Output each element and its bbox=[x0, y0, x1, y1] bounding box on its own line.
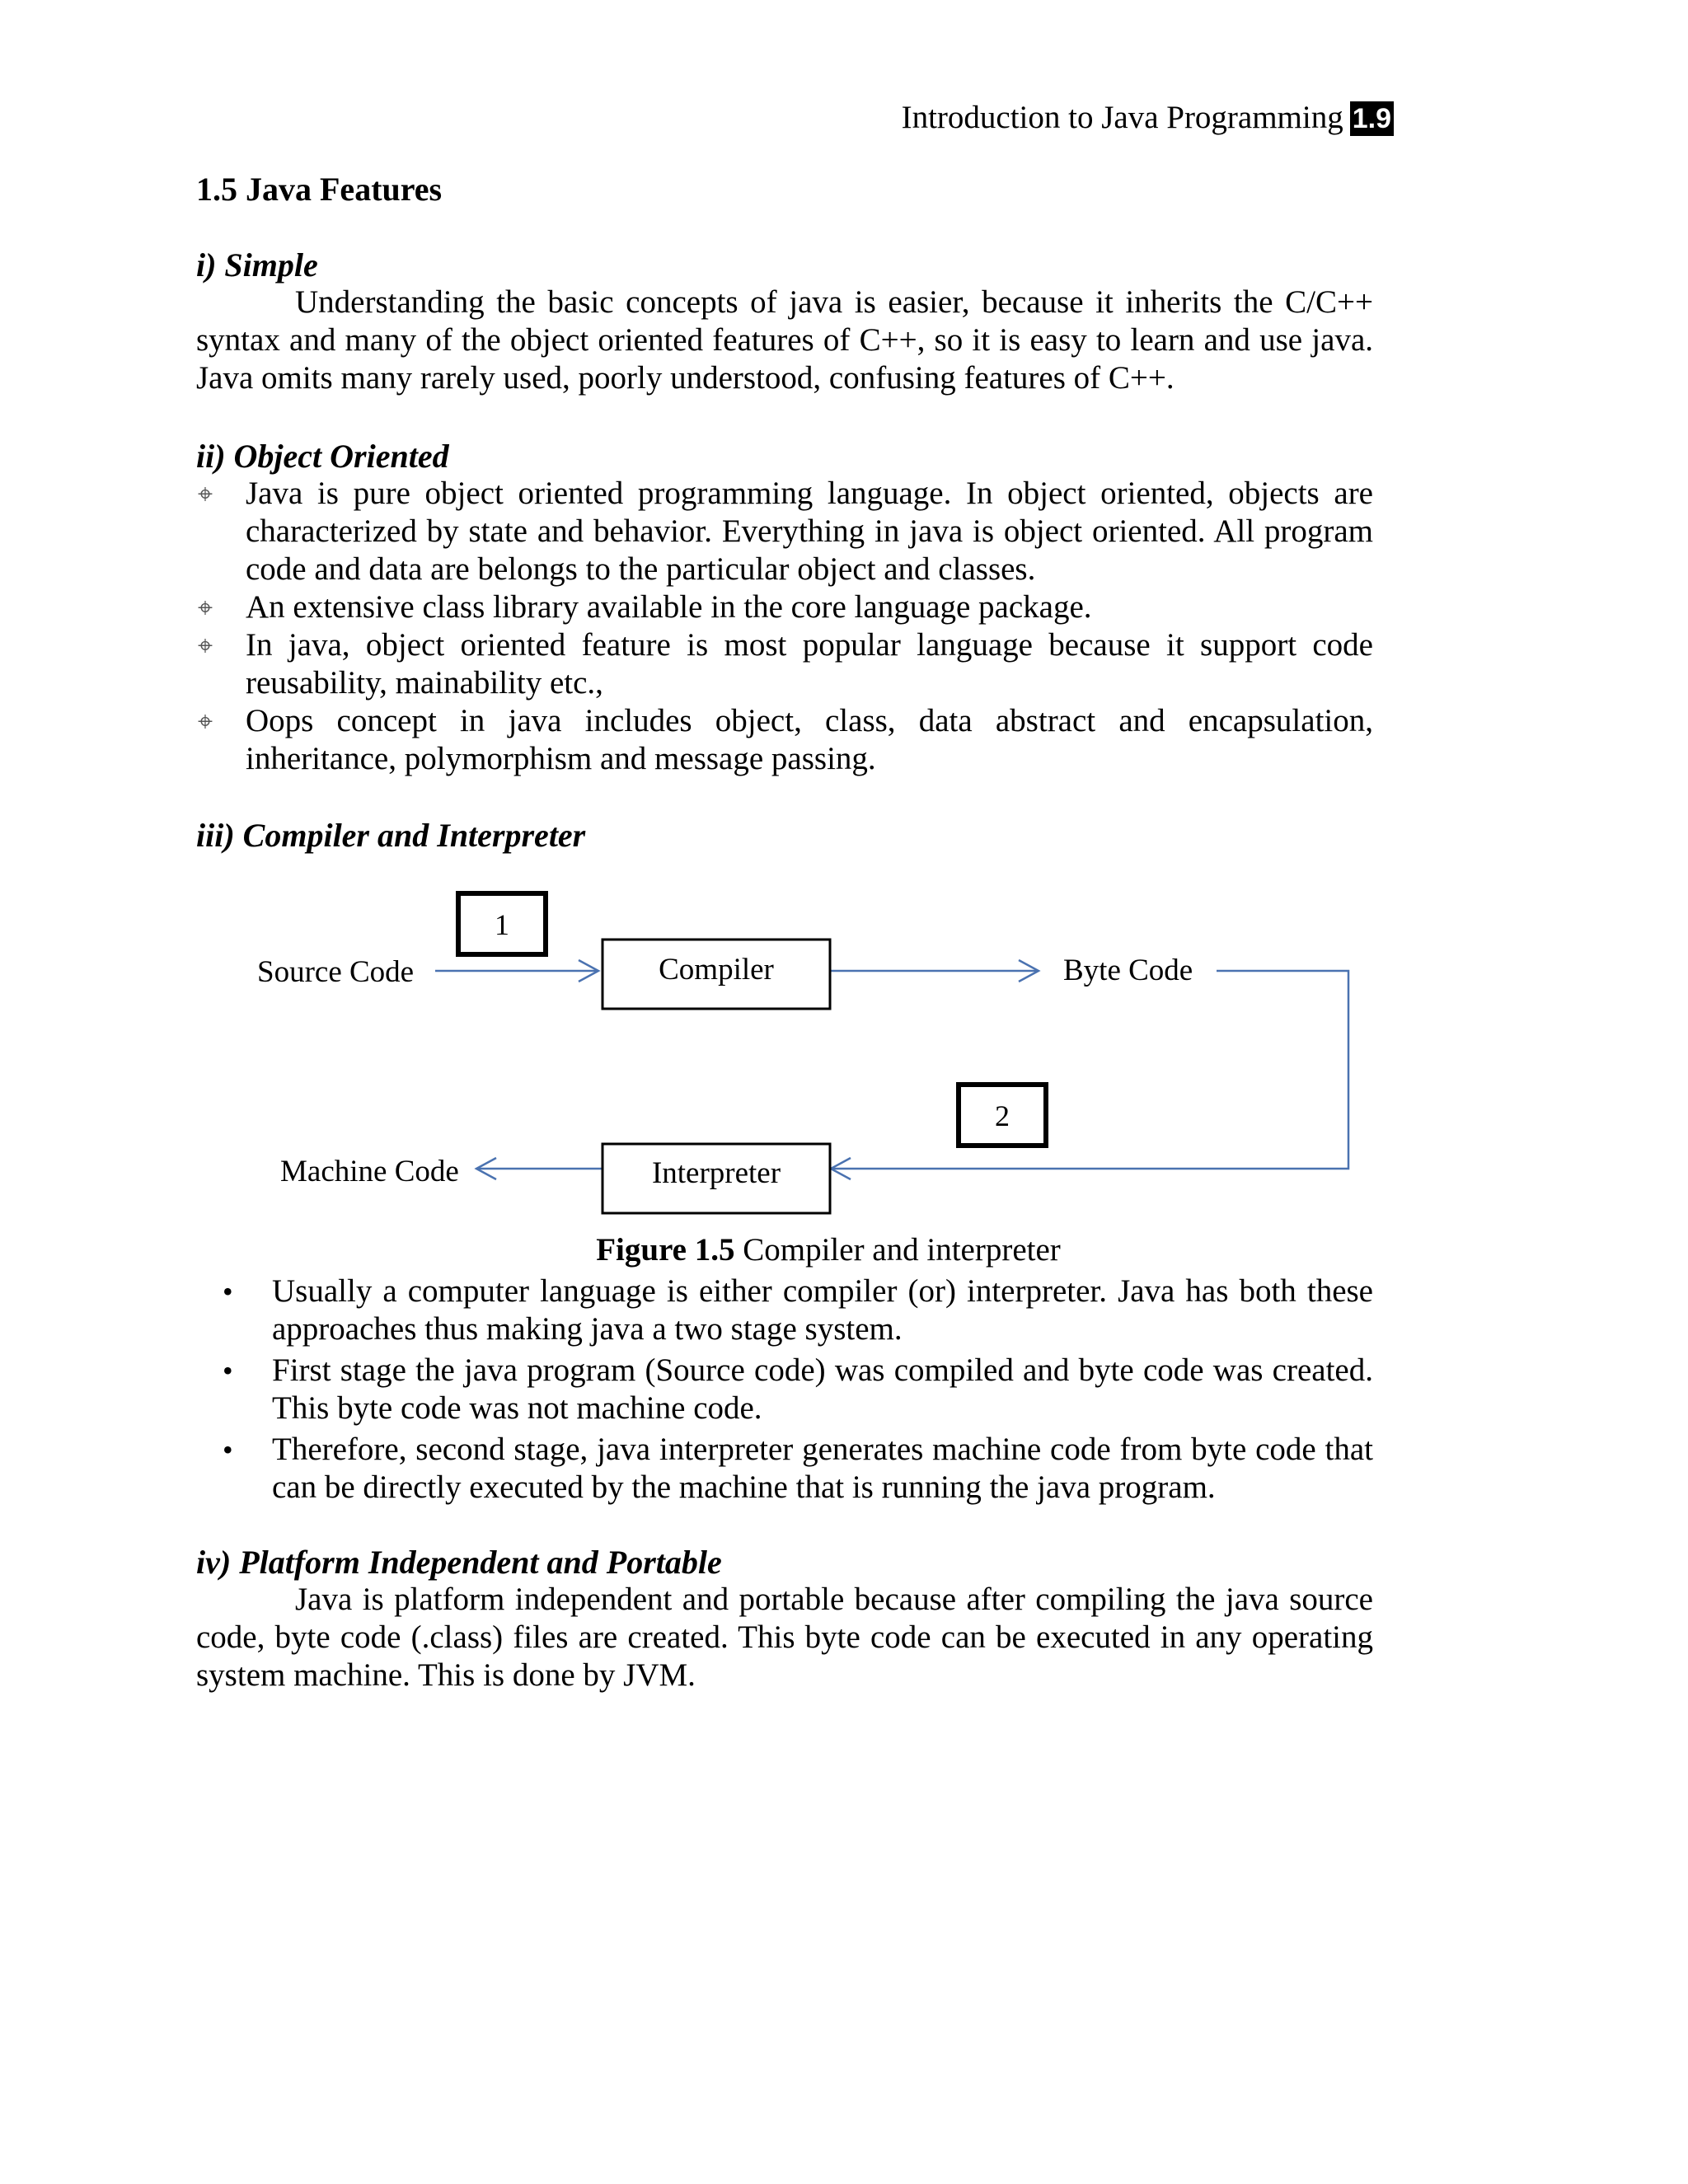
figure-caption-text: Compiler and interpreter bbox=[734, 1232, 1061, 1268]
bullet-symbol: • bbox=[223, 1354, 233, 1387]
object-oriented-heading: ii) Object Oriented bbox=[196, 438, 449, 475]
bullet-symbol: • bbox=[223, 1433, 233, 1466]
machine-code-label: Machine Code bbox=[280, 1155, 459, 1188]
platform-heading: iv) Platform Independent and Portable bbox=[196, 1544, 722, 1581]
section-title: 1.5 Java Features bbox=[196, 171, 443, 208]
compiler-bullet-3: Therefore, second stage, java interpreter generates machine code from byte code that can be directly executed by the machine that is running the java program. bbox=[272, 1432, 1373, 1505]
compiler-label: Compiler bbox=[659, 953, 774, 987]
bullet-symbol: ⌖ bbox=[198, 478, 213, 509]
compiler-heading: iii) Compiler and Interpreter bbox=[196, 817, 586, 854]
figure-label: Figure 1.5 bbox=[596, 1232, 735, 1268]
header-title: Introduction to Java Programming bbox=[901, 100, 1343, 135]
bullet-symbol: ⌖ bbox=[198, 630, 213, 661]
figure-caption bbox=[0, 1231, 1657, 1269]
byte-code-label: Byte Code bbox=[1063, 954, 1193, 987]
simple-heading: i) Simple bbox=[196, 246, 318, 284]
source-code-label: Source Code bbox=[257, 955, 415, 989]
compiler-bullet-1: Usually a computer language is either compiler (or) interpreter. Java has both these approaches thus making java a two stage system. bbox=[272, 1273, 1373, 1347]
interpreter-label: Interpreter bbox=[651, 1156, 781, 1190]
oo-bullet-1: Java is pure object oriented programming language. In object oriented, objects are characterized by state and behavior. Everything in java is object oriented. All program code and data are belongs to the particular object and classes. bbox=[246, 476, 1373, 587]
oo-bullet-3: In java, object oriented feature is most popular language because it support code reusability, mainability etc., bbox=[246, 627, 1373, 701]
platform-paragraph: Java is platform independent and portable because after compiling the java source code, byte code (.class) files are created. This byte code can be executed in any operating system machine. This is done by JVM. bbox=[196, 1582, 1373, 1693]
page-number: 1.9 bbox=[1350, 101, 1394, 136]
step-1-label: 1 bbox=[495, 908, 509, 941]
oo-bullet-4: Oops concept in java includes object, class, data abstract and encapsulation, inheritance, polymorphism and message passing. bbox=[246, 703, 1373, 776]
compiler-bullet-2: First stage the java program (Source code) was compiled and byte code was created. This byte code was not machine code. bbox=[272, 1352, 1373, 1426]
oo-bullet-2: An extensive class library available in the core language package. bbox=[246, 589, 1092, 625]
bullet-symbol: ⌖ bbox=[198, 592, 213, 623]
arrow-bytecode-to-interpreter bbox=[832, 971, 1348, 1169]
bullet-symbol: • bbox=[223, 1275, 233, 1308]
step-2-label: 2 bbox=[995, 1099, 1010, 1132]
simple-paragraph: Understanding the basic concepts of java is easier, because it inherits the C/C++ syntax and many of the object oriented features of C++, so it is easy to learn and use java. Java omits many rarely used, poorly understood, confusing features of C++. bbox=[196, 284, 1373, 396]
bullet-symbol: ⌖ bbox=[198, 705, 213, 737]
